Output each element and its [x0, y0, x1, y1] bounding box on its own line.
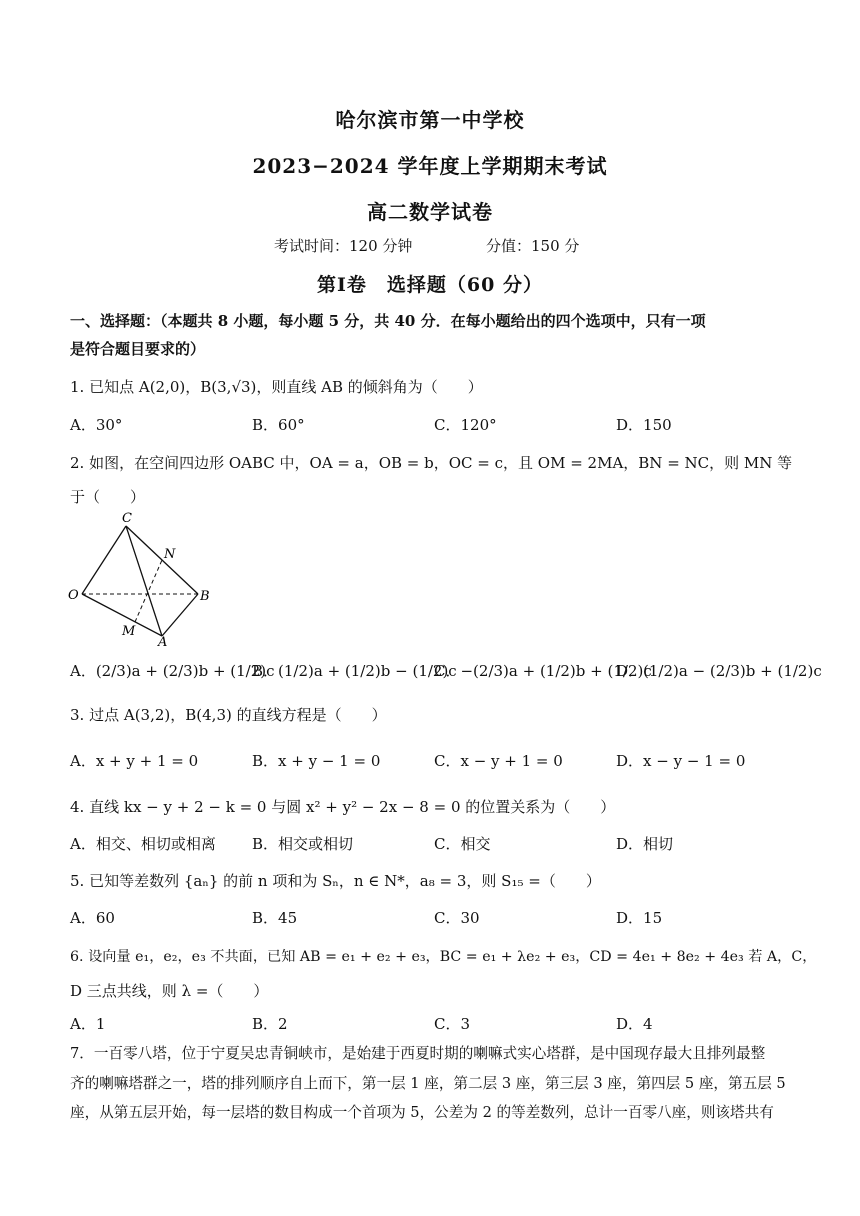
q6-option-d: D．4: [616, 1015, 653, 1033]
question-stem: 已知等差数列 {aₙ} 的前 n 项和为 Sₙ，n ∈ N*，a₈ = 3，则 S₁₅ =（ ）: [89, 872, 601, 890]
q2-option-c: C．−(2/3)a + (1/2)b + (1/2)c: [434, 662, 652, 680]
label-c: C: [122, 511, 132, 526]
question-number: 4.: [70, 798, 85, 816]
school-name: 哈尔滨市第一中学校: [335, 108, 525, 132]
part-title: 第Ⅰ卷 选择题（60 分）: [317, 274, 543, 296]
label-m: M: [122, 624, 136, 639]
question-4: [70, 796, 615, 817]
exam-term: 2023−2024 学年度上学期期末考试: [252, 154, 608, 178]
q6-option-b: B．2: [252, 1015, 288, 1033]
paper-title: 高二数学试卷: [367, 200, 493, 224]
question-stem: 设向量 e₁，e₂，e₃ 不共面，已知 AB = e₁ + e₂ + e₃，BC = e₁ + λe₂ + e₃，CD = 4e₁ + 8e₂ + 4e₃ 若 A，C，: [88, 949, 817, 965]
exam-score: 分值：150 分: [486, 237, 580, 255]
section-heading-line2: 是符合题目要求的）: [70, 340, 206, 358]
question-stem: 过点 A(3,2)，B(4,3) 的直线方程是（ ）: [89, 706, 387, 724]
question-6-line2: D 三点共线，则 λ =（ ）: [70, 982, 269, 1000]
question-6-line1: [70, 946, 816, 966]
q6-option-a: A．1: [70, 1015, 106, 1033]
q2-option-d: D．(1/2)a − (2/3)b + (1/2)c: [616, 662, 822, 680]
q1-option-a: A．30°: [70, 416, 123, 434]
q4-option-d: D．相切: [616, 835, 674, 853]
q1-option-c: C．120°: [434, 416, 497, 434]
q6-option-c: C．3: [434, 1015, 471, 1033]
q1-option-b: B．60°: [252, 416, 305, 434]
question-5: [70, 870, 601, 891]
question-number: 5.: [70, 872, 85, 890]
q4-option-a: A．相交、相切或相离: [70, 835, 216, 853]
question-2-line2: 于（ ）: [70, 488, 146, 506]
question-1: [70, 376, 483, 397]
question-number: 6.: [70, 949, 84, 965]
question-2-line1: [70, 452, 792, 473]
q3-option-a: A．x + y + 1 = 0: [70, 752, 199, 770]
q5-option-b: B．45: [252, 909, 298, 927]
tetrahedron-figure: [66, 508, 216, 648]
question-7-line2: 齐的喇嘛塔群之一，塔的排列顺序自上而下，第一层 1 座，第二层 3 座，第三层 3 座，第四层 5 座，第五层 5: [70, 1075, 786, 1092]
q3-option-d: D．x − y − 1 = 0: [616, 752, 746, 770]
q1-option-d: D．150: [616, 416, 672, 434]
q4-option-b: B．相交或相切: [252, 835, 354, 853]
edge-oc: [82, 526, 126, 594]
question-stem: 已知点 A(2,0)，B(3,√3)，则直线 AB 的倾斜角为（ ）: [89, 378, 483, 396]
label-a: A: [158, 635, 168, 648]
exam-time: 考试时间：120 分钟: [274, 237, 413, 255]
q5-option-c: C．30: [434, 909, 480, 927]
q5-option-d: D．15: [616, 909, 663, 927]
label-n: N: [164, 547, 176, 562]
q5-option-a: A．60: [70, 909, 115, 927]
question-stem: 直线 kx − y + 2 − k = 0 与圆 x² + y² − 2x − 8 = 0 的位置关系为（ ）: [89, 798, 616, 816]
question-number: 2.: [70, 454, 85, 472]
q3-option-b: B．x + y − 1 = 0: [252, 752, 381, 770]
question-3: [70, 704, 387, 725]
q4-option-c: C．相交: [434, 835, 491, 853]
question-number: 1.: [70, 378, 85, 396]
label-o: O: [68, 588, 79, 603]
q3-option-c: C．x − y + 1 = 0: [434, 752, 563, 770]
section-heading-line1: 一、选择题：（本题共 8 小题，每小题 5 分，共 40 分．在每小题给出的四个选项中，只有一项: [70, 312, 706, 330]
question-number: 3.: [70, 706, 85, 724]
segment-mn: [135, 560, 162, 622]
question-stem: 如图，在空间四边形 OABC 中，OA = a，OB = b，OC = c，且 OM = 2MA，BN = NC，则 MN 等: [89, 454, 793, 472]
q2-option-b: B．(1/2)a + (1/2)b − (1/2)c: [252, 662, 457, 680]
edge-ab: [162, 594, 198, 636]
label-b: B: [200, 589, 210, 604]
q2-option-a: A．(2/3)a + (2/3)b + (1/2)c: [70, 662, 275, 680]
question-7-line3: 座，从第五层开始，每一层塔的数目构成一个首项为 5，公差为 2 的等差数列，总计一百零八座，则该塔共有: [70, 1104, 774, 1121]
question-7-line1: 7．一百零八塔，位于宁夏吴忠青铜峡市，是始建于西夏时期的喇嘛式实心塔群，是中国现存最大且排列最整: [70, 1045, 766, 1062]
